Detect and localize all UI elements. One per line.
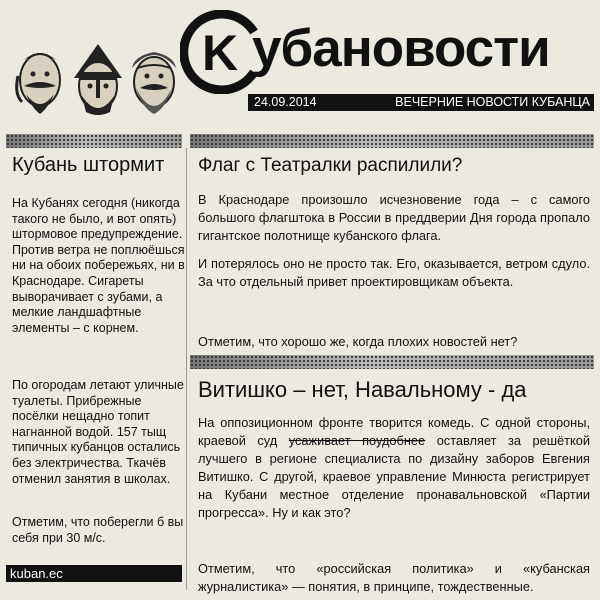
article-paragraph: В Краснодаре произошло исчезновение года – с самого большого флагштока в России в преддверии Дня города пропало гигантское полотнище кубанского флага. [198, 192, 590, 243]
sidebar-paragraph: Отметим, что поберегли б вы себя при 30 м/с. [12, 515, 184, 545]
strikethrough-text: усаживает поудобнее [288, 433, 426, 448]
article-title: Витишко – нет, Навальному - да [198, 377, 527, 402]
dateline-bar [248, 94, 594, 111]
mid-divider-strip [190, 355, 594, 369]
sidebar-paragraph: На Кубанях сегодня (никогда такого не было, и вот опять) штормовое предупреждение. Против ветра не поплюёшься ни на обоих побережьях, ни в Краснодаре. Сигареты выворачивает с зубами, а мелкие ландшафтные элементы – с корнем. [12, 196, 185, 335]
left-divider-strip [6, 134, 182, 148]
tagline: ВЕЧЕРНИЕ НОВОСТИ КУБАНЦА [395, 95, 590, 109]
article-conclusion: Отметим, что хорошо же, когда плохих новостей нет? [198, 334, 518, 349]
article-title: Флаг с Театралки распилили? [198, 155, 463, 176]
sidebar-title: Кубань штормит [12, 154, 165, 176]
logo-letter: K [202, 25, 239, 81]
article-conclusion: Отметим, что «российская политика» и «кубанская журналистика» — понятия, в принципе, тождественные. [198, 561, 590, 594]
sidebar-paragraph: По огородам летают уличные туалеты. Прибрежные посёлки нещадно топит нагнанной водой. 157 тыщ типичных кубанцов остались без электричества. Ткачёв отменил занятия в школах. [12, 378, 184, 486]
logo-wordmark: убановости [252, 19, 550, 78]
cossack-face-icon [17, 53, 60, 114]
issue-date: 24.09.2014 [254, 95, 317, 109]
helmet-face-icon [74, 44, 122, 115]
column-divider [186, 148, 187, 590]
sidebar-article [6, 148, 185, 588]
masthead [0, 0, 600, 130]
three-heroes-illustration [12, 42, 182, 120]
top-divider-strip [190, 134, 594, 148]
article-paragraph: И потерялось оно не просто так. Его, оказывается, ветром сдуло. За что отдельный привет проектировщикам объекта. [198, 256, 590, 289]
text-fragment: На оппозиционном фронте творится комедь. С одной стороны, краевой суд [198, 415, 590, 448]
source-link[interactable]: kuban.ec [6, 565, 182, 582]
site-logo[interactable] [180, 14, 595, 94]
text-fragment: оставляет за решёткой лучшего в регионе специалиста по дизайну заборов Евгения Витишко. С другой, краевое управление Минюста регистрирует на Кубани местное отделение пронавальновской «Партии прогресса». Ну и как это? [198, 433, 590, 520]
article-paragraph [198, 414, 590, 522]
bearded-face-icon [132, 52, 176, 114]
